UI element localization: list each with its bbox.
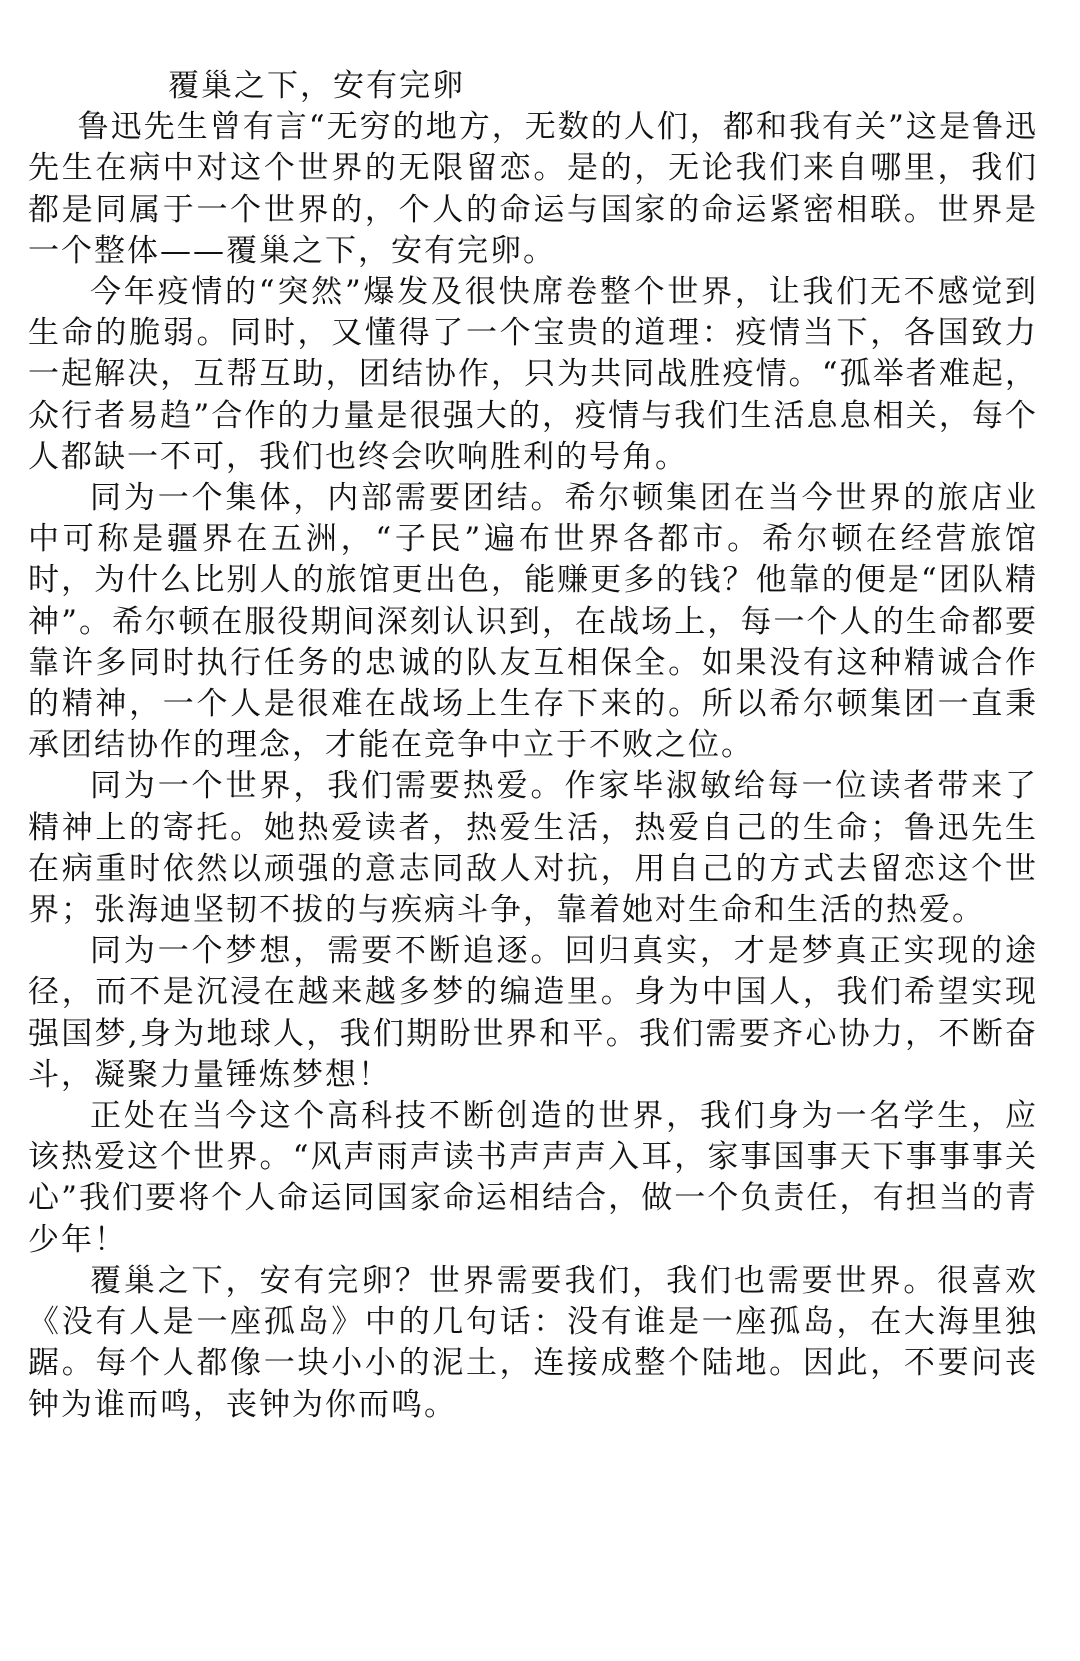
- paragraph-7: 覆巢之下，安有完卵？世界需要我们，我们也需要世界。很喜欢《没有人是一座孤岛》中的几句话：没有谁是一座孤岛，在大海里独踞。每个人都像一块小小的泥土，连接成整个陆地。因此，不要问丧钟为谁而鸣，丧钟为你而鸣。: [28, 1262, 1038, 1423]
- paragraph-4: 同为一个世界，我们需要热爱。作家毕淑敏给每一位读者带来了精神上的寄托。她热爱读者，热爱生活，热爱自己的生命；鲁迅先生在病重时依然以顽强的意志同敌人对抗，用自己的方式去留恋这个世界；张海迪坚韧不拔的与疾病斗争，靠着她对生命和生活的热爱。: [28, 768, 1038, 929]
- paragraph-2: 今年疫情的“突然”爆发及很快席卷整个世界，让我们无不感觉到生命的脆弱。同时，又懂得了一个宝贵的道理：疫情当下，各国致力一起解决，互帮互助，团结协作，只为共同战胜疫情。“孤举者难起，众行者易趋”合作的力量是很强大的，疫情与我们生活息息相关，每个人都缺一不可，我们也终会吹响胜利的号角。: [28, 274, 1038, 475]
- paragraph-1: 鲁迅先生曾有言“无穷的地方，无数的人们，都和我有关”这是鲁迅先生在病中对这个世界的无限留恋。是的，无论我们来自哪里，我们都是同属于一个世界的，个人的命运与国家的命运紧密相联。世界是一个整体——覆巢之下，安有完卵。: [28, 109, 1038, 269]
- paragraph-3: 同为一个集体，内部需要团结。希尔顿集团在当今世界的旅店业中可称是疆界在五洲，“子民”遍布世界各都市。希尔顿在经营旅馆时，为什么比别人的旅馆更出色，能赚更多的钱？他靠的便是“团队精神”。希尔顿在服役期间深刻认识到，在战场上，每一个人的生命都要靠许多同时执行任务的忠诚的队友互相保全。如果没有这种精诚合作的精神，一个人是很难在战场上生存下来的。所以希尔顿集团一直秉承团结协作的理念，才能在竞争中立于不败之位。: [28, 480, 1038, 764]
- paragraph-6: 正处在当今这个高科技不断创造的世界，我们身为一名学生，应该热爱这个世界。“风声雨声读书声声声入耳，家事国事天下事事事关心”我们要将个人命运同国家命运相结合，做一个负责任，有担当的青少年！: [28, 1098, 1038, 1258]
- paragraph-5: 同为一个梦想，需要不断追逐。回归真实，才是梦真正实现的途径，而不是沉浸在越来越多梦的编造里。身为中国人，我们希望实现强国梦,身为地球人，我们期盼世界和平。我们需要齐心协力，不断奋斗，凝聚力量锤炼梦想！: [28, 933, 1038, 1093]
- essay-page: [28, 66, 1038, 1426]
- essay-title: 覆巢之下，安有完卵: [168, 68, 465, 104]
